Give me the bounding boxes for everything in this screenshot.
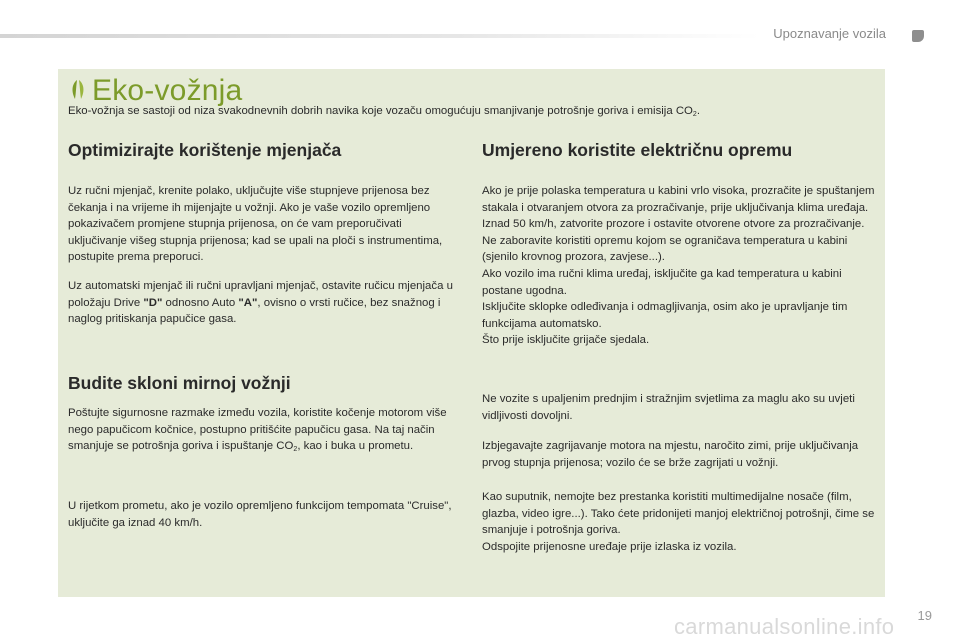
watermark: carmanualsonline.info xyxy=(674,614,895,639)
section-title: Eko-vožnja xyxy=(92,74,243,107)
paragraph-cruise-control: U rijetkom prometu, ako je vozilo opremljeno funkcijom tempomata "Cruise", uključite ga iznad 40 km/h. xyxy=(68,500,452,529)
heading-electrical-equipment: Umjereno koristite električnu opremu xyxy=(482,140,793,160)
paragraph-engine-warmup: Izbjegavajte zagrijavanje motora na mjestu, naročito zimi, prije uključivanja prvog stupnja prijenosa; vozilo će se brže zagrijati u vožnji. xyxy=(482,440,859,469)
paragraph-climate: Ako je prije polaska temperatura u kabini vrlo visoka, prozračite je spuštanjem stakala i otvaranjem otvora za prozračivanje, prije uključivanja klima uređaja. Iznad 50 km/h, zatvorite prozore i ostavite otvorene otvore za prozračivanje. Ne zaboravite koristiti opremu kojom se ograničava temperatura u kabini (sjenilo krovnog prozora, zavjese...). Ako vozilo ima ručni klima uređaj, isključite ga kad temperatura u kabini postane ugodna. Isključite sklopke odleđivanja i odmagljivanja, osim ako je upravljanje tim funkcijama automatsko. Što prije isključite grijače sjedala. xyxy=(482,185,875,347)
subscript: 2 xyxy=(692,111,697,118)
paragraph-safe-distance: Poštujte sigurnosne razmake između vozila, koristite kočenje motorom više nego papučicom kočnice, postupno pritišćite papučicu gasa. Na taj način smanjuje se potrošnja goriva i ispuštanje $CO_2$, kao i buka u prometu. xyxy=(68,407,447,454)
drive-mode-label: "D" xyxy=(143,296,163,309)
intro-text: Eko-vožnja se sastoji od niza svakodnevnih dobrih navika koje vozaču omogućuju smanjivanje potrošnje goriva i emisija $CO_2$. xyxy=(68,105,700,118)
heading-calm-driving: Budite skloni mirnoj vožnji xyxy=(68,373,291,393)
paragraph-fog-lights: Ne vozite s upaljenim prednjim i stražnjim svjetlima za maglu ako su uvjeti vidljivosti dovoljni. xyxy=(482,393,855,422)
page-header-title: Upoznavanje vozila xyxy=(773,26,886,41)
paragraph-manual-gearbox: Uz ručni mjenjač, krenite polako, uključujte više stupnjeve prijenosa bez čekanja i na vrijeme ih mijenjajte u vožnji. Ako je vaše vozilo opremljeno pokazivačem promjene stupnja prijenosa, on će vam preporučivati uključivanje višeg stupnja prijenosa; kad se upali na ploči s instrumentima, postupite prema preporuci. xyxy=(68,185,443,264)
subscript: 2 xyxy=(293,446,298,454)
auto-mode-label: "A" xyxy=(238,296,258,309)
header-rule xyxy=(0,34,760,38)
heading-gearbox: Optimizirajte korištenje mjenjača xyxy=(68,140,342,160)
paragraph-automatic-gearbox: Uz automatski mjenjač ili ručni upravljani mjenjač, ostavite ručicu mjenjača u položaju Drive "D" odnosno Auto "A", ovisno o vrsti ručice, bez snažnog i naglog pritiskanja papučice gasa. xyxy=(68,280,453,326)
paragraph-multimedia: Kao suputnik, nemojte bez prestanka koristiti multimedijalne nosače (film, glazba, video igre...). Tako ćete pridonijeti manjoj električnoj potrošnji, čime se smanjuje i potrošnja goriva. Odspojite prijenosne uređaje prije izlaska iz vozila. xyxy=(482,491,875,553)
page-corner-mark xyxy=(912,30,924,42)
leaf-icon xyxy=(70,79,86,101)
page-number: 19 xyxy=(917,608,932,623)
